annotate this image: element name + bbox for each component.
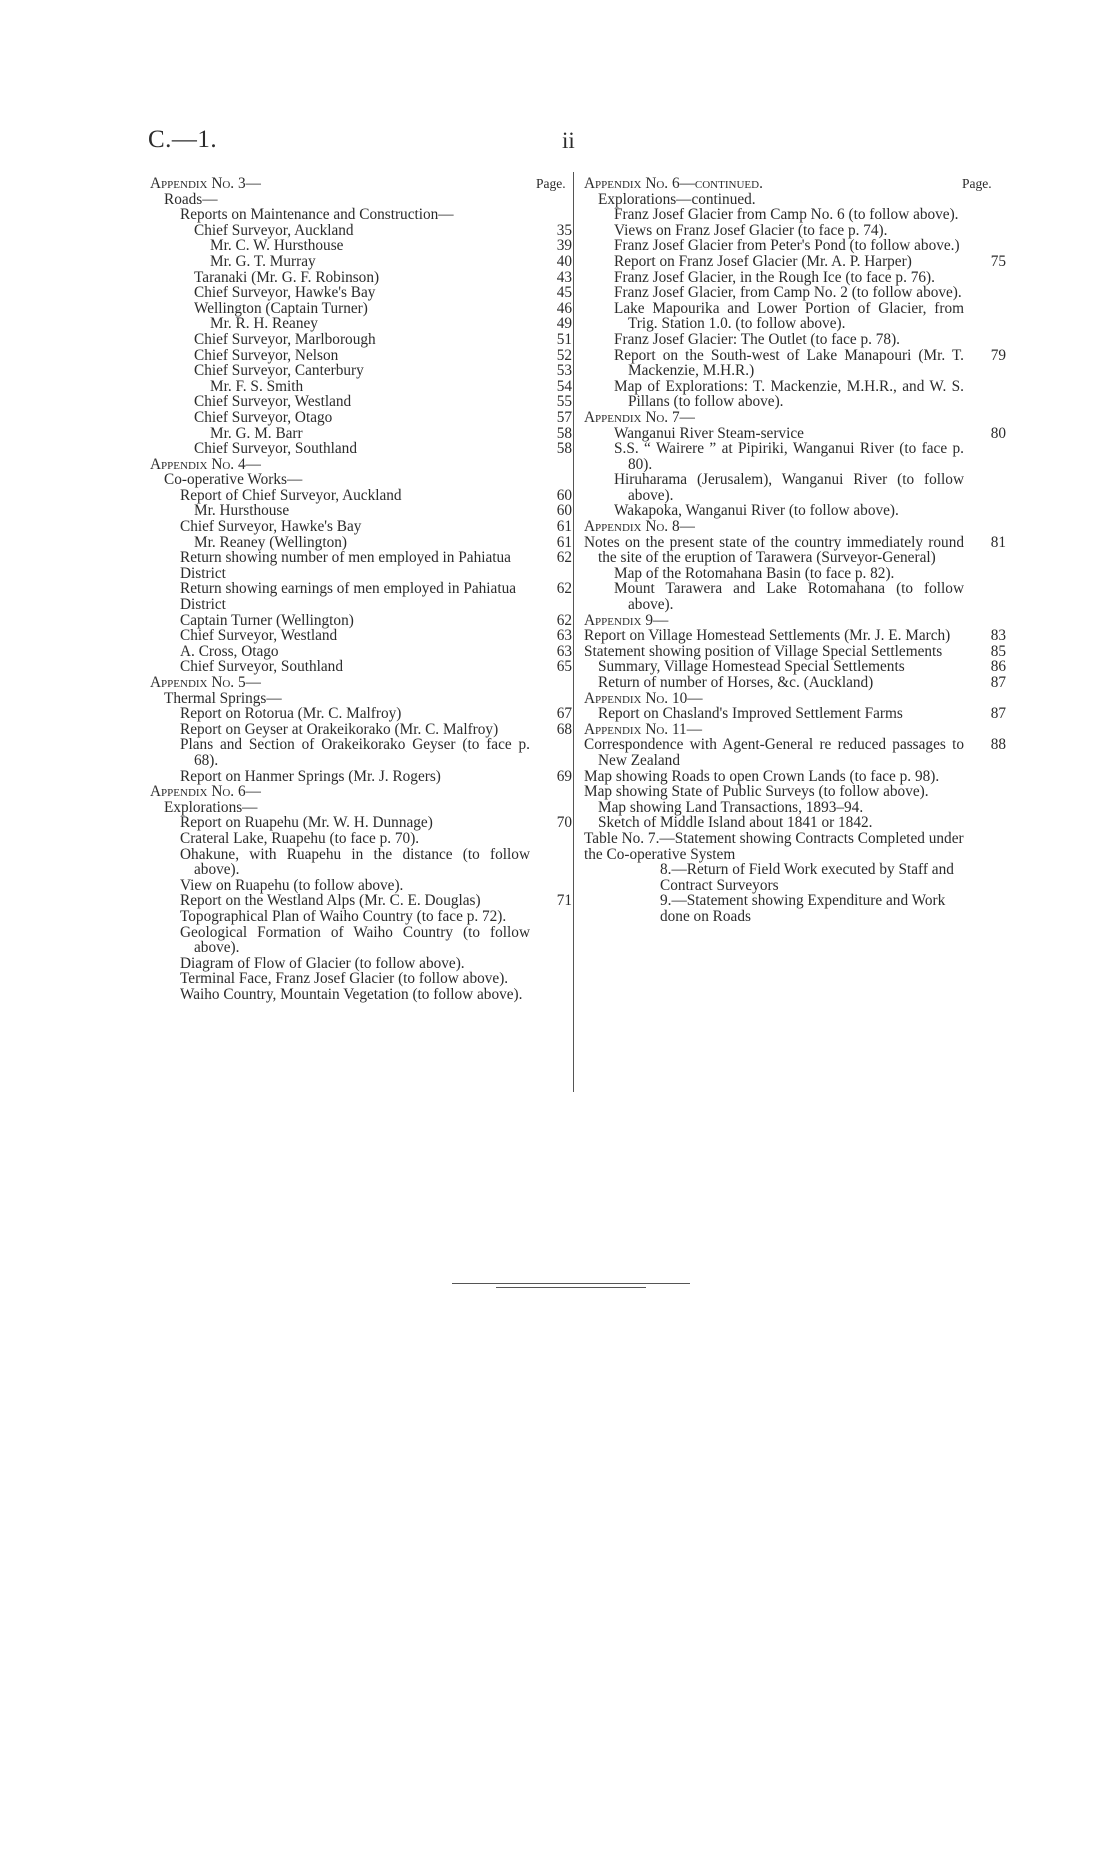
entry-text: Appendix No. 5— [150,674,261,691]
entry-text: Plans and Section of Orakeikorako Geyser (to face p. 68). [180,736,530,769]
contents-entry [584,348,1006,379]
entry-text: Franz Josef Glacier from Peter's Pond (to follow above.) [614,237,960,255]
entry-page-number: 71 [556,892,572,910]
entry-text: Appendix No. 11— [584,720,702,738]
contents-entry [150,270,572,286]
contents-entry [584,503,1006,519]
entry-text: Ohakune, with Ruapehu in the distance (to follow above). [180,845,530,879]
entry-text: Appendix No. 10— [584,689,703,707]
column-divider [573,172,574,1092]
contents-entry [150,238,572,254]
page-number: ii [562,128,575,153]
contents-entry [150,550,572,581]
entry-page-number: 57 [556,408,572,426]
entry-text: Report on Geyser at Orakeikorako (Mr. C. Malfroy) [180,720,499,738]
entry-text: Wellington (Captain Turner) [194,299,368,317]
entry-text: Return showing earnings of men employed in Pahiatua District [180,580,517,614]
entry-page-number: 62 [556,611,572,629]
entry-text: Mr. C. W. Hursthouse [210,237,344,255]
entry-text: Roads— [164,190,218,208]
entry-page-number: 80 [990,424,1006,442]
entry-text: Chief Surveyor, Southland [180,658,343,676]
contents-entry [150,488,572,504]
entry-text: A. Cross, Otago [180,642,279,660]
contents-entry [584,581,1006,612]
contents-entry [584,192,1006,208]
contents-entry [150,348,572,364]
contents-entry [150,207,572,223]
entry-text: Chief Surveyor, Canterbury [194,362,364,380]
entry-text: Notes on the present state of the country immediately round the site of the eruption of Tarawera (Surveyor-General) [584,533,964,567]
entry-text: Map showing Roads to open Crown Lands (to face p. 98). [584,767,940,785]
entry-text: Wanganui River Steam-service [614,424,804,442]
appendix-heading [584,519,1006,535]
entry-text: Appendix No. 7— [584,408,695,426]
contents-entry [150,628,572,644]
entry-text: Mr. G. T. Murray [210,252,316,270]
entry-text: Thermal Springs— [164,689,282,707]
contents-entry [150,706,572,722]
contents-entry [584,644,1006,660]
entry-text: Report of Chief Surveyor, Auckland [180,486,402,504]
entry-page-number: 49 [556,315,572,333]
entry-page-number: 62 [556,549,572,567]
entry-text: Franz Josef Glacier, from Camp No. 2 (to follow above). [614,284,962,302]
entry-page-number: 60 [556,486,572,504]
entry-text: Franz Josef Glacier from Camp No. 6 (to follow above). [614,206,959,224]
entry-page-number: 40 [556,252,572,270]
contents-entry [584,800,1006,816]
contents-entry [584,535,1006,566]
entry-text: Mr. G. M. Barr [210,424,303,442]
entry-text: Report on Franz Josef Glacier (Mr. A. P. Harper) [614,252,912,270]
entry-page-number: 52 [556,346,572,364]
entry-text: Mount Tarawera and Lake Rotomahana (to follow above). [614,580,964,614]
entry-page-number: 67 [556,705,572,723]
entry-page-number: 45 [556,284,572,302]
contents-entry [150,410,572,426]
entry-page-number: 79 [990,346,1006,364]
entry-page-number: 61 [556,533,572,551]
contents-entry [584,893,1006,924]
entry-page-number: 43 [556,268,572,286]
entry-text: Report on Ruapehu (Mr. W. H. Dunnage) [180,814,433,832]
contents-entry [150,909,572,925]
entry-text: Report on Rotorua (Mr. C. Malfroy) [180,705,402,723]
entry-text: Table No. 7.—Statement showing Contracts Completed under the Co-operative System [584,829,964,863]
contents-entry [150,925,572,956]
entry-page-number: 75 [990,252,1006,270]
entry-text: 8.—Return of Field Work executed by Staff and Contract Surveyors [660,861,954,894]
contents-entry [584,441,1006,472]
page-column-heading-left: Page. [536,176,566,191]
entry-page-number: 88 [990,736,1006,754]
entry-text: Topographical Plan of Waiho Country (to face p. 72). [180,907,507,925]
contents-entry [584,472,1006,503]
contents-entry [584,207,1006,223]
contents-entry [150,878,572,894]
contents-entry [150,503,572,519]
contents-entry [584,285,1006,301]
entry-text: Map showing Land Transactions, 1893–94. [598,798,864,816]
appendix-heading [584,722,1006,738]
contents-entry [150,613,572,629]
entry-page-number: 86 [990,658,1006,676]
entry-page-number: 58 [556,424,572,442]
contents-entry [584,566,1006,582]
entry-text: Chief Surveyor, Auckland [194,221,354,239]
entry-text: Crateral Lake, Ruapehu (to face p. 70). [180,829,420,847]
entry-text: Lake Mapourika and Lower Portion of Glacier, from Trig. Station 1.0. (to follow above). [614,299,964,333]
contents-entry [150,535,572,551]
contents-entry [584,301,1006,332]
contents-entry [150,691,572,707]
contents-entry [150,441,572,457]
appendix-heading [150,784,572,800]
page-column-heading-right: Page. [962,176,992,191]
entry-text: Explorations— [164,798,258,816]
entry-text: Waiho Country, Mountain Vegetation (to follow above). [180,985,523,1003]
entry-page-number: 55 [556,393,572,411]
entry-text: Statement showing position of Village Special Settlements [584,642,943,660]
entry-text: Chief Surveyor, Hawke's Bay [194,284,376,302]
entry-text: Map of the Rotomahana Basin (to face p. 82). [614,564,895,582]
contents-entry [150,316,572,332]
entry-text: Mr. Hursthouse [194,502,290,520]
appendix-heading [584,176,1006,192]
entry-text: Map of Explorations: T. Mackenzie, M.H.R., and W. S. Pillans (to follow above). [614,377,964,411]
entry-page-number: 70 [556,814,572,832]
contents-entry [584,332,1006,348]
entry-text: Correspondence with Agent-General re reduced passages to New Zealand [584,736,964,769]
entry-text: Franz Josef Glacier: The Outlet (to face p. 78). [614,330,901,348]
entry-page-number: 46 [556,299,572,317]
entry-page-number: 61 [556,518,572,536]
entry-text: Mr. Reaney (Wellington) [194,533,347,551]
entry-text: Mr. R. H. Reaney [210,315,318,333]
contents-entry [584,784,1006,800]
entry-text: Report on Chasland's Improved Settlement Farms [598,705,903,723]
entry-page-number: 69 [556,767,572,785]
entry-text: Chief Surveyor, Southland [194,440,357,458]
entry-page-number: 39 [556,237,572,255]
entry-text: Appendix No. 6—continued. [584,175,763,192]
contents-entry [584,769,1006,785]
appendix-heading [150,457,572,473]
contents-entry [150,379,572,395]
contents-entry [584,831,1006,862]
entry-text: Wakapoka, Wanganui River (to follow above). [614,502,899,520]
entry-text: Map showing State of Public Surveys (to follow above). [584,783,929,801]
entry-text: Appendix No. 6— [150,783,261,801]
contents-entry [150,644,572,660]
entry-page-number: 60 [556,502,572,520]
entry-text: Co-operative Works— [164,471,303,489]
contents-entry [150,769,572,785]
entry-page-number: 51 [556,330,572,348]
appendix-heading [584,410,1006,426]
entry-page-number: 65 [556,658,572,676]
entry-text: Report on the Westland Alps (Mr. C. E. Douglas) [180,892,481,910]
contents-entry [584,254,1006,270]
contents-entry [150,815,572,831]
contents-column-left [150,176,572,1002]
contents-entry [584,737,1006,768]
contents-entry [150,285,572,301]
entry-text: Return showing number of men employed in Pahiatua District [180,549,511,582]
contents-entry [584,815,1006,831]
entry-text: Chief Surveyor, Nelson [194,346,339,364]
contents-entry [150,956,572,972]
contents-entry [150,192,572,208]
contents-entry [584,862,1006,893]
entry-text: Chief Surveyor, Hawke's Bay [180,518,362,536]
appendix-heading [150,176,572,192]
contents-entry [584,628,1006,644]
contents-entry [150,472,572,488]
contents-entry [584,223,1006,239]
entry-page-number: 63 [556,642,572,660]
contents-entry [150,737,572,768]
contents-entry [584,238,1006,254]
contents-entry [584,706,1006,722]
entry-page-number: 68 [556,720,572,738]
appendix-heading [584,613,1006,629]
entry-text: Franz Josef Glacier, in the Rough Ice (to face p. 76). [614,268,935,286]
entry-page-number: 58 [556,440,572,458]
entry-page-number: 87 [990,705,1006,723]
entry-page-number: 35 [556,221,572,239]
contents-entry [150,223,572,239]
entry-text: Summary, Village Homestead Special Settlements [598,658,905,676]
contents-entry [150,581,572,612]
contents-entry [150,971,572,987]
entry-text: Chief Surveyor, Otago [194,408,333,426]
contents-column-right [584,176,1006,925]
entry-text: Explorations—continued. [598,190,756,208]
contents-entry [150,722,572,738]
contents-entry [150,659,572,675]
entry-text: Diagram of Flow of Glacier (to follow above). [180,954,465,972]
entry-page-number: 54 [556,377,572,395]
entry-text: Geological Formation of Waiho Country (to follow above). [180,923,530,957]
contents-entry [150,301,572,317]
contents-entry [150,254,572,270]
entry-text: Report on the South-west of Lake Manapouri (Mr. T. Mackenzie, M.H.R.) [614,346,964,380]
entry-text: Report on Hanmer Springs (Mr. J. Rogers) [180,767,441,785]
entry-text: Appendix 9— [584,611,669,629]
entry-page-number: 81 [990,533,1006,551]
entry-text: Mr. F. S. Smith [210,377,304,395]
entry-text: Hiruharama (Jerusalem), Wanganui River (to follow above). [614,471,964,504]
entry-page-number: 53 [556,362,572,380]
contents-entry [150,332,572,348]
entry-text: View on Ruapehu (to follow above). [180,876,404,894]
contents-entry [150,847,572,878]
contents-entry [584,426,1006,442]
entry-text: Reports on Maintenance and Construction— [180,206,454,224]
contents-entry [150,426,572,442]
entry-text: Terminal Face, Franz Josef Glacier (to follow above). [180,970,509,988]
entry-text: S.S. “ Wairere ” at Pipiriki, Wanganui River (to face p. 80). [614,440,964,473]
entry-page-number: 85 [990,642,1006,660]
entry-text: Appendix No. 3— [150,175,261,192]
contents-entry [150,893,572,909]
entry-text: Views on Franz Josef Glacier (to face p. 74). [614,221,888,239]
appendix-heading [150,675,572,691]
entry-text: Chief Surveyor, Westland [194,393,352,411]
contents-entry [150,363,572,379]
contents-entry [584,270,1006,286]
appendix-heading [584,691,1006,707]
entry-text: Appendix No. 4— [150,455,261,473]
contents-entry [584,675,1006,691]
contents-entry [150,800,572,816]
contents-entry [150,394,572,410]
section-code: C.—1. [148,126,218,153]
entry-page-number: 87 [990,674,1006,691]
entry-text: Return of number of Horses, &c. (Auckland) [598,674,874,691]
entry-text: Report on Village Homestead Settlements (Mr. J. E. March) [584,627,951,645]
entry-text: Chief Surveyor, Marlborough [194,330,376,348]
contents-entry [584,379,1006,410]
entry-page-number: 83 [990,627,1006,645]
closing-rule [452,1283,690,1291]
contents-entry [584,659,1006,675]
entry-page-number: 63 [556,627,572,645]
entry-page-number: 62 [556,580,572,598]
entry-text: Captain Turner (Wellington) [180,611,354,629]
contents-entry [150,831,572,847]
entry-text: Chief Surveyor, Westland [180,627,338,645]
contents-entry [150,519,572,535]
entry-text: 9.—Statement showing Expenditure and Work done on Roads [660,892,946,925]
contents-entry [150,987,572,1003]
entry-text: Taranaki (Mr. G. F. Robinson) [194,268,380,286]
entry-text: Sketch of Middle Island about 1841 or 1842. [598,814,873,832]
entry-text: Appendix No. 8— [584,518,695,536]
